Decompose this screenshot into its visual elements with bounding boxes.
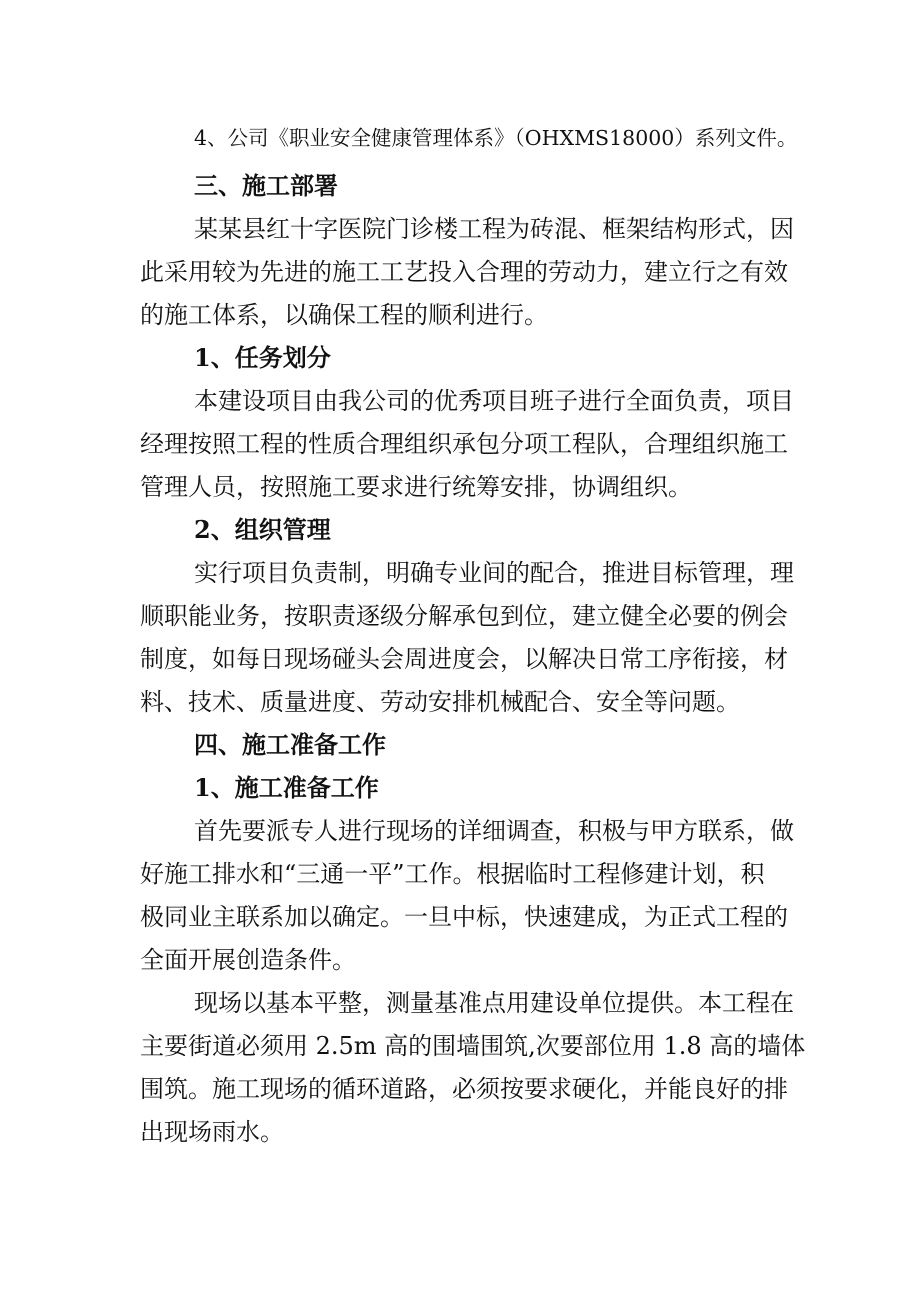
subsection-heading-task-division: 1、任务划分 xyxy=(194,343,331,372)
paragraph-line: 某某县红十字医院门诊楼工程为砖混、框架结构形式，因 xyxy=(194,215,794,243)
paragraph-line: 围筑。施工现场的循环道路，必须按要求硬化，并能良好的排 xyxy=(140,1075,788,1103)
paragraph-line: 现场以基本平整，测量基准点用建设单位提供。本工程在 xyxy=(194,989,794,1017)
paragraph-line: 管理人员，按照施工要求进行统筹安排，协调组织。 xyxy=(140,473,692,501)
reference-item-4: 4、公司《职业安全健康管理体系》（OHXMS18000）系列文件。 xyxy=(194,126,798,150)
paragraph-line: 经理按照工程的性质合理组织承包分项工程队，合理组织施工 xyxy=(140,430,788,458)
paragraph-line: 全面开展创造条件。 xyxy=(140,946,356,974)
subsection-heading-prep-work: 1、施工准备工作 xyxy=(194,773,379,802)
section-heading-4: 四、施工准备工作 xyxy=(194,730,386,759)
paragraph-line: 首先要派专人进行现场的详细调查，积极与甲方联系，做 xyxy=(194,817,794,845)
paragraph-line: 出现场雨水。 xyxy=(140,1118,284,1146)
paragraph-line: 好施工排水和“三通一平”工作。根据临时工程修建计划，积 xyxy=(140,860,765,888)
paragraph-line: 实行项目负责制，明确专业间的配合，推进目标管理，理 xyxy=(194,559,794,587)
paragraph-line: 此采用较为先进的施工工艺投入合理的劳动力，建立行之有效 xyxy=(140,258,788,286)
section-heading-3: 三、施工部署 xyxy=(194,171,338,200)
paragraph-line: 料、技术、质量进度、劳动安排机械配合、安全等问题。 xyxy=(140,688,740,716)
paragraph-line: 本建设项目由我公司的优秀项目班子进行全面负责，项目 xyxy=(194,387,794,415)
paragraph-line: 极同业主联系加以确定。一旦中标，快速建成，为正式工程的 xyxy=(140,903,788,931)
paragraph-line: 主要街道必须用 2.5m 高的围墙围筑,次要部位用 1.8 高的墙体 xyxy=(140,1032,806,1060)
paragraph-line: 顺职能业务，按职责逐级分解承包到位，建立健全必要的例会 xyxy=(140,602,788,630)
paragraph-line: 的施工体系，以确保工程的顺利进行。 xyxy=(140,301,548,329)
subsection-heading-org-management: 2、组织管理 xyxy=(194,515,331,544)
paragraph-line: 制度，如每日现场碰头会周进度会，以解决日常工序衔接，材 xyxy=(140,645,788,673)
